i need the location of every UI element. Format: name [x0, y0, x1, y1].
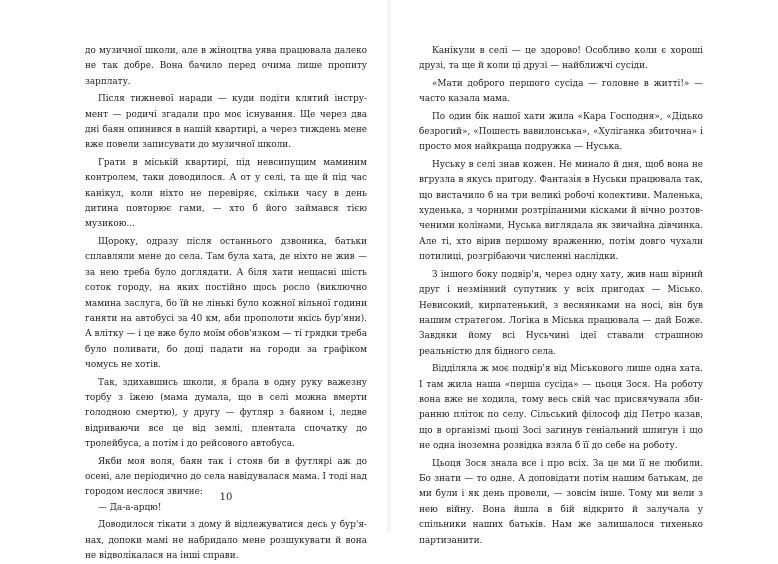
- paragraph: Цьоця Зося знала все і про всіх. За це ми її не любили. Бо знати — то одне. А доповідати потім нашим батькам, де ми були і як день провели, — зовсім інше. Тому ми вели з нею війну. Вона йшла в бій відкрито й залучала у спільники наших батьків. Нам же залишалося тихенько партизанити.: [419, 458, 703, 546]
- paragraph: Так, здихавшись школи, я брала в одну руку важезну торбу з їжею (мама думала, що в селі можна вмерти голодною смертю), у другу — футляр з баяном і, ледве відриваючи все це від землі, плентала спочатку до тролейбуса, а потім і до рейсового автобуса.: [85, 377, 367, 450]
- paragraph: до музичної школи, але в жіноцтва уява працювала далеко не так добре. Вона бачило перед очима лише пропиту зарплату.: [85, 46, 367, 87]
- paragraph: З іншого боку подвір'я, через одну хату, жив наш вірний друг і незмінний супутник у всіх пригодах — Мiсько. Невисокий, кирпатенький, з веснянками на носі, він був нашим стратегом. Логіка в Міська працювала — дай Боже. Завдяки йому всі Нусьчині ідеї ставали страшною реальністю для бідного села.: [419, 269, 703, 357]
- left-page: [0, 0, 389, 561]
- paragraph: — Да-а-арцю!: [98, 502, 162, 513]
- paragraph: «Мати доброго першого сусіда — головне в житті!» — часто казала мама.: [419, 78, 703, 105]
- page-number: 10: [219, 492, 233, 503]
- paragraph: Канікули в селі — це здорово! Особливо коли є хороші друзі, та ще й коли ці друзі — найближчі сусіди.: [419, 46, 703, 72]
- paragraph: Нуську в селі знав кожен. Не минало й дня, щоб вона не вгрузла в якусь пригоду. Фантазія в Нуськи працювала так, що вистачило б на три великі робочі колективи. Маленька, худенька, з чорними розтріпаними кісками й вічно розтовченими колінами, Нуська виглядала як звичайна дівчинка. Але ті, хто вірив першому враженню, потім довго чухали потилиці, розгрібаючи численні наслідки.: [419, 159, 703, 263]
- left-page-text: [85, 44, 367, 564]
- paragraph: Після тижневої наради — куди подіти клятий інструмент — родичі згадали про моє існування. Ще через два дні баян опинився в нашій квартирі, а через тиждень мене вже повели записувати до музичної школи.: [85, 94, 367, 151]
- right-page: [389, 0, 778, 546]
- paragraph: Доводилося тікати з дому й відлежуватися десь у бур'янах, допоки мамі не набридало мене розшукувати й вона не відволікалася на інші справи.: [85, 520, 367, 561]
- paragraph: Відділяла ж моє подвір'я від Міськового лише одна хата. І там жила наша «перша сусіда» — цьоця Зося. На роботу вона вже не ходила, тому весь свій час присвячувала збиранню пліток по селу. Сільський філософ дід Петро казав, що в організмі цьоці Зосі загинув геніальний шпигун і що не одна іноземна розвідка взяла б її до себе на роботу.: [419, 364, 703, 452]
- paragraph: По один бік нашої хати жила «Кара Господня», «Дідько безрогий», «Пошесть вавилонська», «Хуліганка збиточна» і просто моя найкраща подружка — Нуська.: [419, 111, 703, 153]
- paragraph: Щороку, одразу після останнього дзвоника, батьки сплавляли мене до села. Там була хата, де ніхто не жив — за нею треба було доглядати. А біля хати нещасні шість соток городу, на яких постійно щось росло (виключно мамина заслуга, бо їй не лінькі було кожної вільної години ганяти на автобусі за 40 км, аби прополоти якісь бур'яни). А влітку — і це вже було моїм обов'язком — ті грядки треба було поливати, бо доці падати на городи за графіком чомусь не хотів.: [85, 236, 368, 371]
- paragraph: Якби моя воля, баян так і стояв би в футлярі аж до осені, але періодично до села навідувалася мама. І тоді над городом неслося звичне:: [85, 456, 367, 498]
- paragraph: Грати в міській квартирі, під невсипущим маминим контролем, таки доводилося. А от у селі, та ще й під час канікул, коли ніхто не перевіряє, скільки часу в день дитина повторює гами, — хто б його займався тією музикою...: [85, 157, 367, 230]
- right-page-text: [419, 44, 703, 549]
